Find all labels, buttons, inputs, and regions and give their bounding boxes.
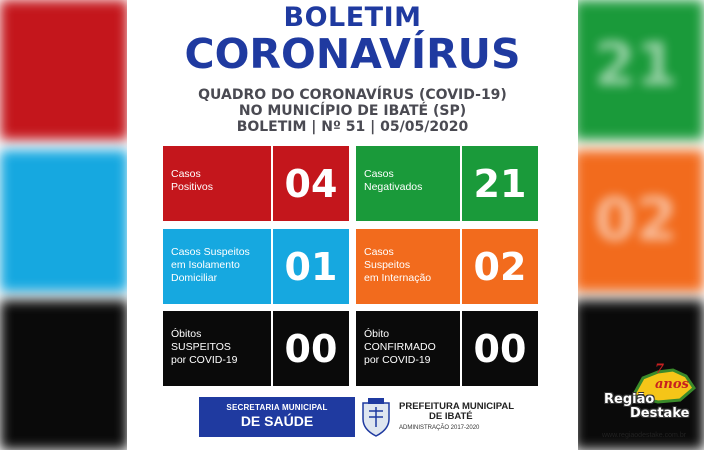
card-value: 00 <box>271 311 349 386</box>
card-label: Casos Negativados <box>364 168 423 193</box>
card-value: 01 <box>271 229 349 304</box>
card-casos-positivos <box>163 146 349 221</box>
card-casos-negativados <box>356 146 538 221</box>
subtitle-municipio: NO MUNICÍPIO DE IBATÉ (SP) <box>238 103 467 119</box>
card-obitos-suspeitos <box>163 311 349 386</box>
card-obito-confirmado <box>356 311 538 386</box>
card-label: Casos Suspeitos em Internação <box>364 246 432 284</box>
card-value: 02 <box>460 229 538 304</box>
secretaria-saude-logo: SECRETARIA MUNICIPAL DE SAÚDE <box>199 397 355 437</box>
card-casos-suspeitos-isolamento <box>163 229 349 304</box>
municipal-crest-icon <box>359 397 393 437</box>
card-label: Casos Suspeitos em Isolamento Domiciliar <box>171 246 250 284</box>
card-value: 04 <box>271 146 349 221</box>
card-label: Óbitos SUSPEITOS por COVID-19 <box>171 328 238 366</box>
card-value: 21 <box>460 146 538 221</box>
card-label: Óbito CONFIRMADO por COVID-19 <box>364 328 436 366</box>
regiao-destake-watermark: 7 anos Região Destake www.regiaodestake.com.br <box>600 362 700 444</box>
background-right-blur: 21 02 <box>544 0 704 450</box>
card-label: Casos Positivos <box>171 168 214 193</box>
subtitle-quadro: QUADRO DO CORONAVÍRUS (COVID-19) <box>198 87 507 103</box>
subtitle-boletim-number-date: BOLETIM | Nº 51 | 05/05/2020 <box>236 119 469 135</box>
card-casos-suspeitos-internacao <box>356 229 538 304</box>
prefeitura-logo: PREFEITURA MUNICIPAL DE IBATÉ ADMINISTRAÇÃO 2017-2020 <box>359 397 519 437</box>
card-value: 00 <box>460 311 538 386</box>
bulletin-poster <box>127 0 578 450</box>
title-coronavirus: CORONAVÍRUS <box>184 30 521 78</box>
title-boletim: BOLETIM <box>283 2 422 33</box>
